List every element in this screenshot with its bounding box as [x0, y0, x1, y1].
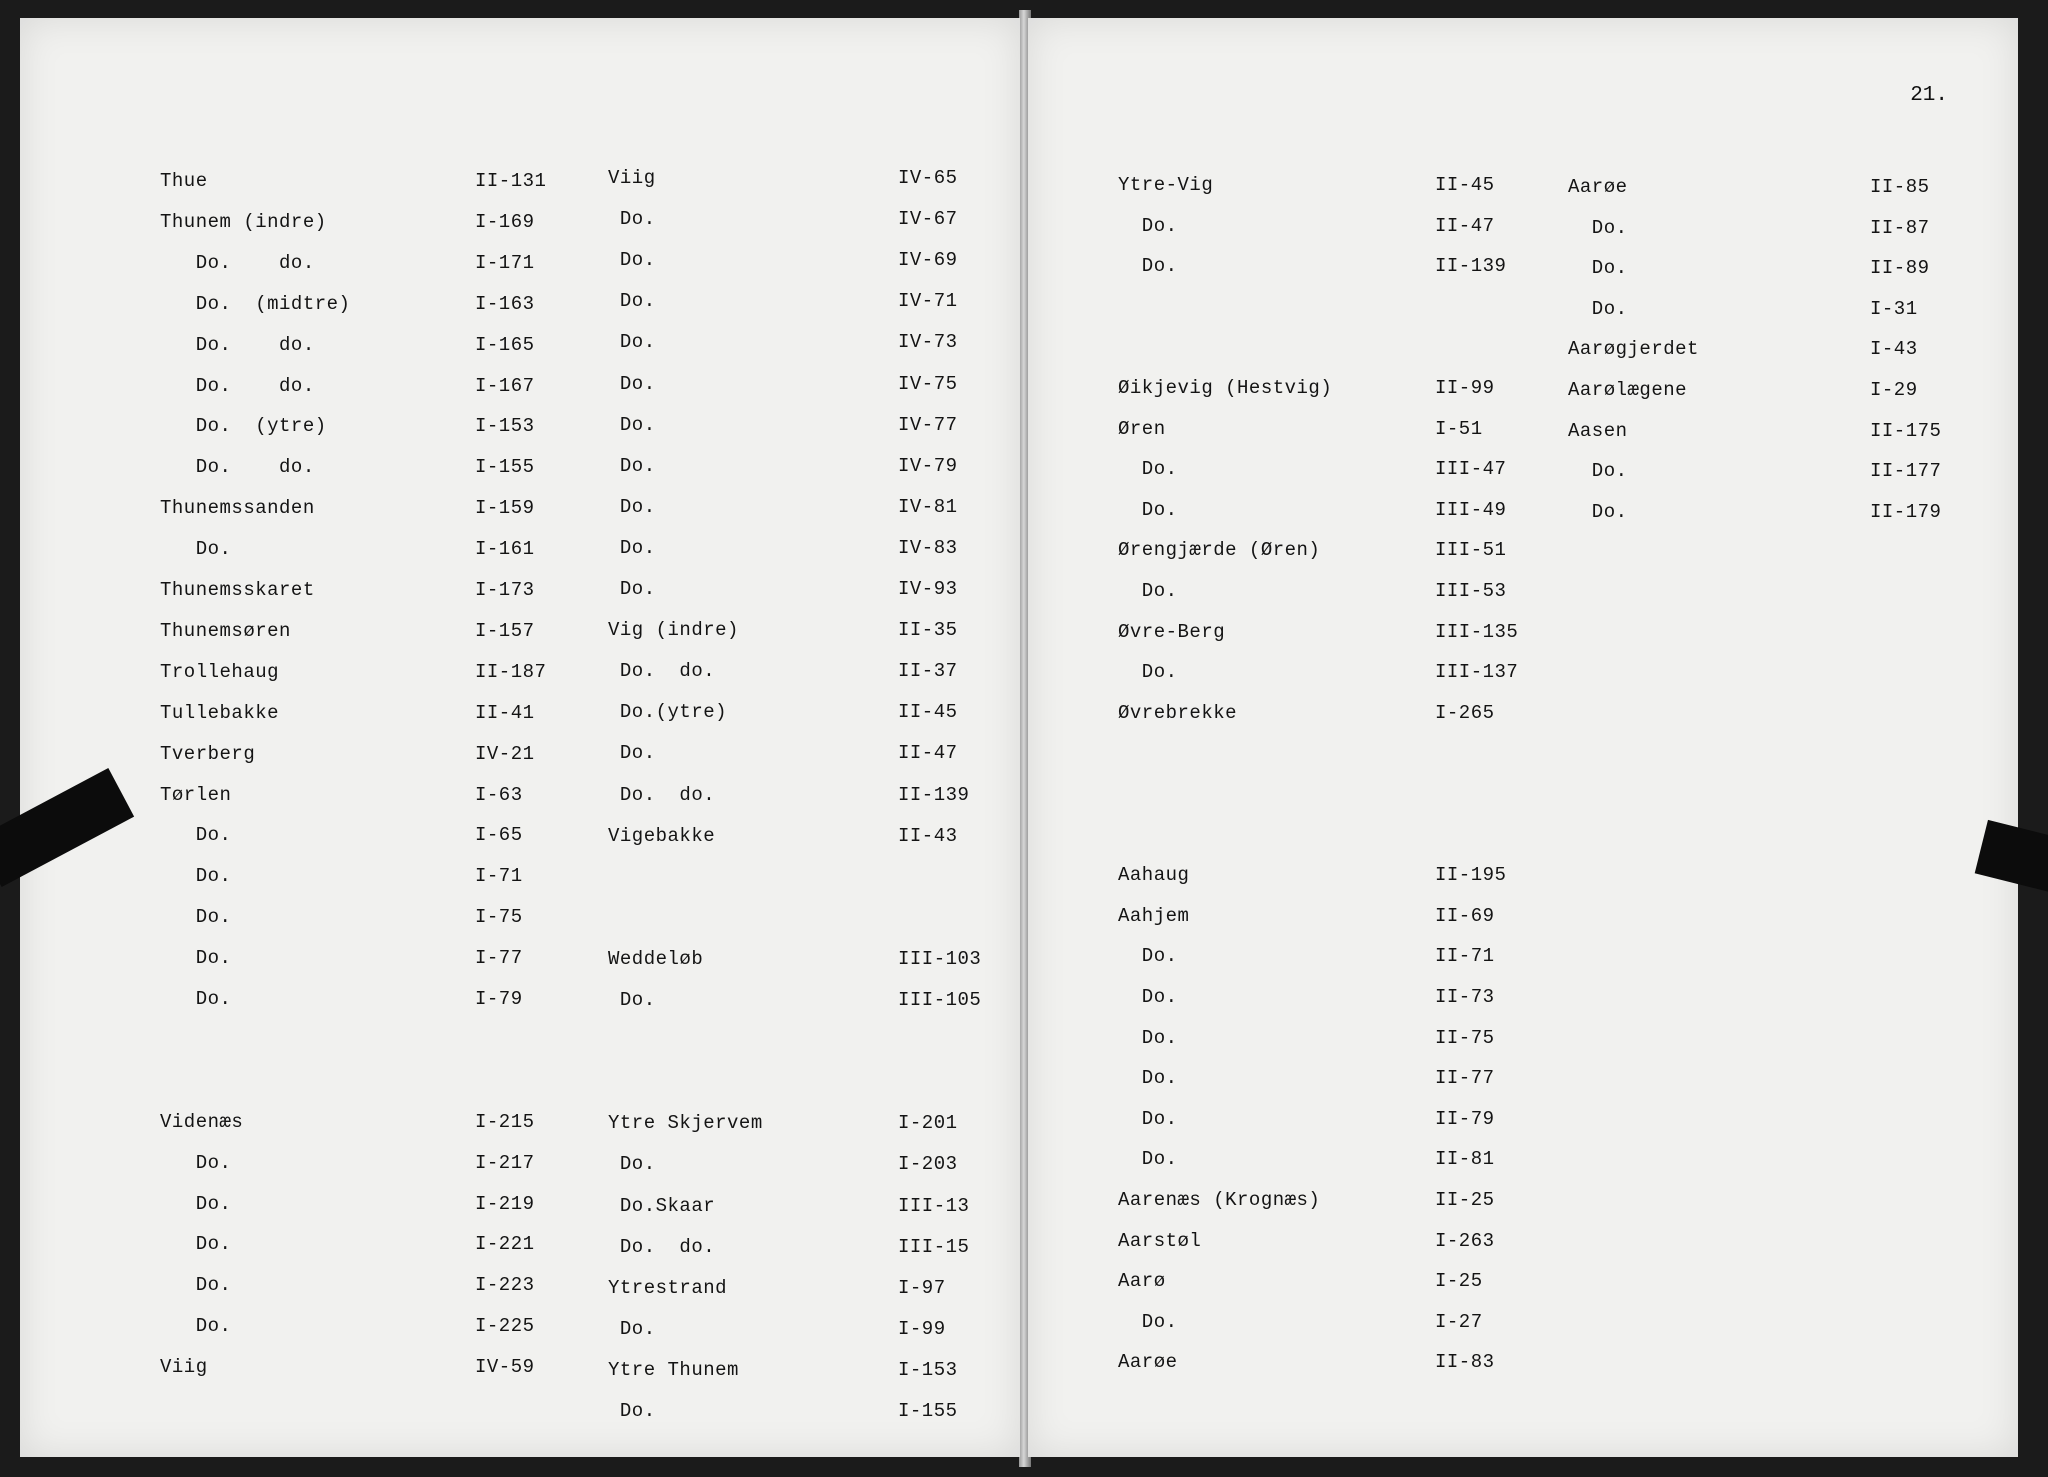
- page-reference: IV-59: [475, 1356, 535, 1379]
- place-name: Aarøe: [1568, 176, 1628, 198]
- page-number: 21.: [1910, 84, 1948, 107]
- page-reference: II-175: [1870, 419, 1942, 442]
- page-reference: II-79: [1435, 1107, 1495, 1130]
- page-reference: II-89: [1870, 257, 1930, 280]
- place-name: Do.: [160, 906, 232, 929]
- place-name: Do.: [1118, 1026, 1178, 1049]
- page-reference: II-85: [1870, 176, 1930, 198]
- page-reference: I-65: [475, 824, 523, 847]
- place-name: Do.: [1568, 500, 1628, 523]
- page-reference: II-139: [898, 783, 970, 806]
- place-name: Videnæs: [160, 1110, 244, 1133]
- place-name: Thunemssanden: [160, 497, 315, 520]
- place-name: Thunem (indre): [160, 210, 327, 233]
- page-reference: IV-93: [898, 578, 958, 600]
- page-reference: IV-67: [898, 208, 958, 231]
- page-reference: I-157: [475, 619, 535, 642]
- page-reference: I-71: [475, 865, 523, 888]
- page-reference: I-29: [1870, 379, 1918, 401]
- place-name: Thue: [160, 170, 208, 192]
- place-name: Tverberg: [160, 742, 256, 765]
- place-name: Do.: [160, 1151, 232, 1174]
- page-reference: IV-73: [898, 331, 958, 354]
- page-reference: II-41: [475, 701, 535, 724]
- page-reference: II-179: [1870, 500, 1942, 523]
- page-reference: II-177: [1870, 460, 1942, 483]
- page-reference: II-99: [1435, 377, 1495, 399]
- page-reference: III-47: [1435, 458, 1507, 481]
- place-name: Aarø: [1118, 1270, 1166, 1293]
- place-name: Aahaug: [1118, 864, 1190, 887]
- place-name: Do.: [1118, 1067, 1178, 1090]
- page-reference: I-153: [475, 415, 535, 438]
- place-name: Do. (midtre): [160, 292, 351, 315]
- place-name: Do.: [160, 947, 232, 970]
- place-name: Ytre Thunem: [608, 1358, 739, 1381]
- place-name: Do.: [608, 454, 656, 477]
- page-reference: II-25: [1435, 1189, 1495, 1211]
- page-reference: IV-77: [898, 413, 958, 436]
- place-name: Do.: [608, 536, 656, 559]
- place-name: Do.: [1118, 498, 1178, 521]
- page-reference: I-155: [898, 1400, 958, 1422]
- page-reference: III-105: [898, 989, 982, 1011]
- place-name: Vig (indre): [608, 619, 739, 642]
- place-name: Do.: [608, 1153, 656, 1176]
- page-reference: II-139: [1435, 255, 1507, 278]
- place-name: Øvrebrekke: [1118, 701, 1238, 724]
- place-name: Do.: [608, 249, 656, 272]
- place-name: Do.: [608, 290, 656, 313]
- page-reference: II-131: [475, 170, 547, 192]
- page-reference: III-49: [1435, 498, 1507, 521]
- place-name: Do.: [1118, 945, 1178, 968]
- page-reference: II-77: [1435, 1067, 1495, 1090]
- page-reference: III-51: [1435, 539, 1507, 562]
- page-reference: I-27: [1435, 1310, 1483, 1333]
- place-name: Do. do.: [160, 456, 315, 479]
- place-name: Weddeløb: [608, 947, 704, 970]
- place-name: Ytrestrand: [608, 1276, 728, 1299]
- place-name: Do. do.: [160, 251, 315, 274]
- place-name: Tullebakke: [160, 701, 280, 724]
- place-name: Aarøgjerdet: [1568, 338, 1699, 361]
- page-reference: III-103: [898, 947, 982, 970]
- place-name: Do.: [1568, 460, 1628, 483]
- place-name: Viig: [608, 167, 656, 189]
- page-reference: I-77: [475, 947, 523, 970]
- place-name: Do.: [160, 538, 232, 561]
- place-name: Do.: [1568, 297, 1628, 320]
- place-name: Do.(ytre): [608, 701, 728, 724]
- page-reference: IV-81: [898, 495, 958, 518]
- page-reference: I-25: [1435, 1270, 1483, 1293]
- place-name: Vigebakke: [608, 824, 716, 847]
- page-reference: II-43: [898, 824, 958, 847]
- page-reference: I-203: [898, 1153, 958, 1176]
- place-name: Do.: [1118, 458, 1178, 481]
- place-name: Do.: [1118, 580, 1178, 602]
- place-name: Do.: [1118, 214, 1178, 237]
- place-name: Ytre-Vig: [1118, 174, 1214, 196]
- page-reference: III-137: [1435, 661, 1519, 684]
- place-name: Do.: [1118, 1107, 1178, 1130]
- place-name: Do.: [608, 331, 656, 354]
- place-name: Do. do.: [608, 660, 716, 683]
- page-reference: I-153: [898, 1358, 958, 1381]
- page-reference: IV-83: [898, 536, 958, 559]
- place-name: Aarøe: [1118, 1351, 1178, 1374]
- place-name: Aarølægene: [1568, 379, 1688, 401]
- place-name: Do.: [1118, 1310, 1178, 1333]
- page-reference: IV-79: [898, 454, 958, 477]
- page-reference: III-13: [898, 1194, 970, 1217]
- page-reference: II-47: [1435, 214, 1495, 237]
- place-name: Viig: [160, 1356, 208, 1379]
- place-name: Aahjem: [1118, 904, 1190, 927]
- page-reference: II-81: [1435, 1148, 1495, 1171]
- page-reference: I-173: [475, 579, 535, 601]
- place-name: Øren: [1118, 417, 1166, 440]
- place-name: Do.: [160, 988, 232, 1010]
- place-name: Do.: [608, 578, 656, 600]
- place-name: Do.: [1118, 1148, 1178, 1171]
- page-reference: IV-21: [475, 742, 535, 765]
- page-reference: I-217: [475, 1151, 535, 1174]
- page-reference: I-161: [475, 538, 535, 561]
- place-name: Do.: [608, 1317, 656, 1340]
- place-name: Øikjevig (Hestvig): [1118, 377, 1333, 399]
- place-name: Do.: [608, 372, 656, 395]
- place-name: Trollehaug: [160, 660, 280, 683]
- page-reference: II-45: [898, 701, 958, 724]
- place-name: Ørengjærde (Øren): [1118, 539, 1321, 562]
- place-name: Do.: [1118, 661, 1178, 684]
- place-name: Do.: [608, 1400, 656, 1422]
- page-reference: II-69: [1435, 904, 1495, 927]
- place-name: Do.: [160, 1192, 232, 1215]
- page-reference: I-201: [898, 1112, 958, 1135]
- page-reference: I-51: [1435, 417, 1483, 440]
- place-name: Do.: [160, 1274, 232, 1297]
- place-name: Do.: [160, 1233, 232, 1256]
- place-name: Aasen: [1568, 419, 1628, 442]
- page-reference: I-79: [475, 988, 523, 1010]
- page-reference: II-37: [898, 660, 958, 683]
- page-reference: I-223: [475, 1274, 535, 1297]
- place-name: Do.: [1568, 216, 1628, 239]
- page-reference: II-195: [1435, 864, 1507, 887]
- place-name: Thunemsskaret: [160, 579, 315, 601]
- page-reference: I-221: [475, 1233, 535, 1256]
- page-reference: I-75: [475, 906, 523, 929]
- page-reference: IV-71: [898, 290, 958, 313]
- place-name: Do. do.: [160, 374, 315, 397]
- page-reference: I-43: [1870, 338, 1918, 361]
- page-reference: I-167: [475, 374, 535, 397]
- page-reference: I-155: [475, 456, 535, 479]
- page-reference: II-45: [1435, 174, 1495, 196]
- place-name: Aarenæs (Krognæs): [1118, 1189, 1321, 1211]
- place-name: Aarstøl: [1118, 1229, 1202, 1252]
- place-name: Tørlen: [160, 783, 232, 806]
- page-reference: I-169: [475, 210, 535, 233]
- place-name: Do.: [608, 989, 656, 1011]
- page-reference: III-15: [898, 1235, 970, 1258]
- place-name: Ytre Skjervem: [608, 1112, 763, 1135]
- place-name: Thunemsøren: [160, 619, 291, 642]
- page-reference: I-225: [475, 1315, 535, 1338]
- page-reference: I-97: [898, 1276, 946, 1299]
- place-name: Do.: [608, 495, 656, 518]
- place-name: Do.: [1118, 986, 1178, 1008]
- page-reference: I-263: [1435, 1229, 1495, 1252]
- place-name: Do.: [160, 1315, 232, 1338]
- page-reference: I-171: [475, 251, 535, 274]
- page-reference: II-87: [1870, 216, 1930, 239]
- page-reference: IV-65: [898, 167, 958, 189]
- page-reference: I-163: [475, 292, 535, 315]
- place-name: Do. do.: [160, 333, 315, 356]
- page-reference: I-219: [475, 1192, 535, 1215]
- place-name: Do. do.: [608, 783, 716, 806]
- place-name: Do.: [1118, 255, 1178, 278]
- page-reference: II-75: [1435, 1026, 1495, 1049]
- place-name: Do. (ytre): [160, 415, 327, 438]
- page-reference: II-73: [1435, 986, 1495, 1008]
- page-reference: I-31: [1870, 297, 1918, 320]
- place-name: Do.: [1568, 257, 1628, 280]
- page-reference: II-71: [1435, 945, 1495, 968]
- page-reference: I-265: [1435, 701, 1495, 724]
- page-reference: II-47: [898, 742, 958, 765]
- place-name: Do. do.: [608, 1235, 716, 1258]
- page-reference: II-83: [1435, 1351, 1495, 1374]
- right-page: [1028, 18, 2018, 1457]
- page-reference: II-187: [475, 660, 547, 683]
- place-name: Do.: [608, 742, 656, 765]
- page-reference: I-215: [475, 1110, 535, 1133]
- place-name: Øvre-Berg: [1118, 620, 1226, 643]
- page-reference: III-53: [1435, 580, 1507, 602]
- page-reference: I-99: [898, 1317, 946, 1340]
- place-name: Do.: [608, 413, 656, 436]
- page-reference: IV-75: [898, 372, 958, 395]
- place-name: Do.: [608, 208, 656, 231]
- left-page: [20, 18, 1020, 1457]
- place-name: Do.: [160, 824, 232, 847]
- place-name: Do.Skaar: [608, 1194, 716, 1217]
- page-reference: I-165: [475, 333, 535, 356]
- page-reference: I-159: [475, 497, 535, 520]
- page-reference: I-63: [475, 783, 523, 806]
- page-reference: IV-69: [898, 249, 958, 272]
- page-reference: III-135: [1435, 620, 1519, 643]
- page-reference: II-35: [898, 619, 958, 642]
- place-name: Do.: [160, 865, 232, 888]
